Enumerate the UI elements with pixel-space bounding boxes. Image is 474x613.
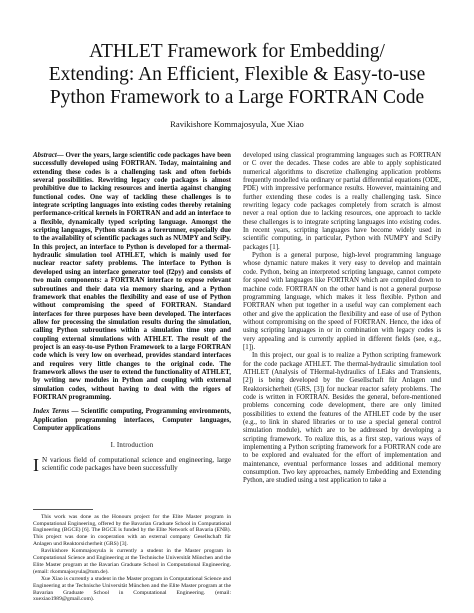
title-line-3: Python Framework to a Large FORTRAN Code bbox=[49, 87, 425, 108]
index-terms-text: — Scientific computing, Programming environments, Application programming interfaces, Computer languages, Computer applications bbox=[33, 408, 231, 432]
index-terms-label: Index Terms bbox=[33, 408, 70, 416]
abstract-section bbox=[33, 152, 231, 402]
body-paragraph-2: Python is a general purpose, high-level programming language whose dynamic nature makes it very easy to develop and maintain code. Python, being an interpreted scripting language, cannot compete for speed with languages like FORTRAN which are compiled down to machine code. FORTRAN on the other hand is not a general purpose programming language, which makes it less flexible. Python and FORTRAN when put together in a useful way can complement each other and give the application the flexibility and ease of use of Python without compromising on the speed of FORTRAN. Hence, the idea of using scripting languages in or in combination with legacy codes is very appealing and is currently applied in different fields (see, e.g., [1]). bbox=[243, 252, 441, 351]
body-paragraph-3: In this project, our goal is to realize a Python scripting framework for the code package ATHLET. The thermal-hydraulic simulation tool ATHLET (Analysis of THermal-hydraulics of LEaks and Transients, [2]) is being developed by the Gesellschaft für Anlagen und Reaktorsicherheit (GRS, [3]) for nuclear reactor safety problems. The code is written in FORTRAN. Besides the general, before-mentioned problems concerning code development, there are only limited possibilities to extend the features of the ATHLET code by the user (e.g., to link in shared libraries or to use a special general control simulation module), which are to be addressed by developing a scripting framework. To realize this, as a first step, various ways of implementing a Python scripting framework for a FORTRAN code are to be explored and evaluated for the effort of implementation and maintenance, eventual performance losses and additional memory consumption. Two key approaches, namely Embedding and Extending Python, are studied using a test application to take a bbox=[243, 352, 441, 485]
footnotes bbox=[33, 514, 231, 603]
left-column bbox=[33, 152, 231, 604]
paper-title bbox=[30, 40, 444, 109]
introduction-text: N various field of computational science and engineering, large scientific code packages have been successfully bbox=[42, 455, 231, 473]
title-line-1: ATHLET Framework for Embedding/ bbox=[89, 41, 385, 62]
footnote-author-2: Xue Xiao is currently a student in the Master program in Computational Science and Engineering at the Technische Universität München and the Elite Master program at the Bavarian Graduate School in Computational Engineering. (email: xuexiao1989@gmail.com). bbox=[33, 576, 231, 603]
index-terms-section bbox=[33, 408, 231, 433]
footnote-funding: This work was done as the Honours project for the Elite Master program in Computational Engineering, offered by the Bavarian Graduate School in Computational Engineering (BGCE) [6]. The BGCE is funded by the Elite Network of Bavaria (ENB). This project was done in cooperation with an external company Gesellschaft für Anlagen und Reaktorsicherheit (GRS) [3]. bbox=[33, 513, 231, 547]
abstract-text: Over the years, large scientific code packages have been successfully developed using FORTRAN. Today, maintaining and extending these codes is a challenging task and often forbids several possibilities. Rewriting legacy code packages is almost prohibitive due to lacking resources and inertia against changing functional codes. One way of tackling these challenges is to integrate scripting languages into existing codes thereby retaining performance-critical kernels in FORTRAN and add an interface to a flexible, dynamically typed scripting language. Amongst the scripting languages, Python stands as a forerunner, especially due to the availability of scientific packages such as NUMPY and SciPy. In this project, an interface to Python is developed for a thermal-hydraulic simulation tool ATHLET, which is mainly used for nuclear reactor safety problems. The interface to Python is developed using an interface generator tool (f2py) and consists of two main components: a FORTRAN interface to expose relevant subroutines and their data via memory sharing, and a Python framework that enables the flexibility and ease of use of Python without compromising the speed of FORTRAN. Standard interfaces for three purposes have been developed. The interfaces allow for processing the simulation results during the simulation, calling Python subroutines within a simulation time step and coupling external simulations with ATHLET. The result of the project is an easy-to-use Python Framework to a large FORTRAN code which is very low on overhead, provides standard interfaces and requires very little changes to the original code. The framework allows the user to extend the functionality of ATHLET, by writing new modules in Python and coupling with external simulation codes, without having to deal with the rigors of FORTRAN programming. bbox=[33, 152, 231, 401]
right-column bbox=[243, 152, 441, 486]
drop-cap: I bbox=[33, 454, 39, 475]
author-line: Ravikishore Kommajosyula, Xue Xiao bbox=[170, 119, 304, 129]
footnote-author-1: Ravikishore Kommajosyula is currently a student in the Master program in Computational Science and Engineering at the Technische Universität München and the Elite Master program at the Bavarian Graduate School in Computational Engineering. (email: rkommajosyula@tum.de). bbox=[33, 548, 231, 575]
body-paragraph-1: developed using classical programming languages such as FORTRAN or C over the decades. These codes are able to apply sophisticated numerical algorithms to discretize challenging application problems frequently modelled via ordinary or partial differential equations (ODE, PDE) with impressive performance results. However, maintaining and further extending these codes is a really challenging task. Since rewriting legacy code packages completely from scratch is almost never a real option due to lacking resources, one approach to tackle these challenges is to integrate scripting languages into existing codes. In recent years, scripting languages have become widely used in scientific computing, in particular, Python with NUMPY and SciPy packages [1]. bbox=[243, 152, 441, 251]
footnote-divider bbox=[33, 509, 93, 510]
section-heading-introduction: I. Introduction bbox=[110, 442, 154, 450]
title-line-2: Extending: An Efficient, Flexible & Easy-to-use bbox=[48, 64, 426, 85]
abstract-label: Abstract— bbox=[33, 152, 64, 159]
introduction-start bbox=[33, 456, 231, 473]
